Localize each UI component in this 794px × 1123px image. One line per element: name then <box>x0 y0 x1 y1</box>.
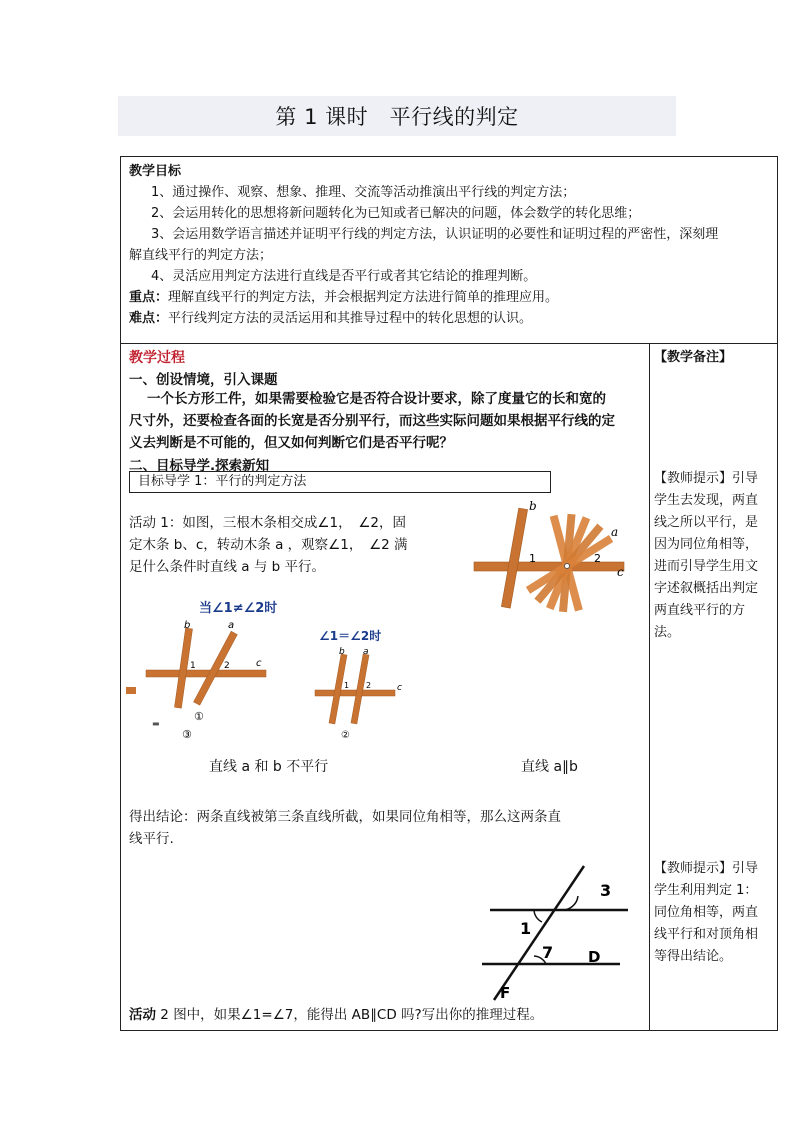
fig1-circled-1: ① <box>194 710 204 723</box>
caption-not-equal: 当∠1≠∠2时 <box>199 601 278 616</box>
goals-header: 教学目标 <box>129 164 182 179</box>
key-point <box>129 287 769 308</box>
process-header: 教学过程 <box>129 350 185 366</box>
fig2-circled-2: ② <box>341 730 350 741</box>
activity2-text: 图中，如果∠1=∠7，能得出 AB∥CD 吗?写出你的推理过程。 <box>173 1007 544 1023</box>
goal-item-3: 3、会运用数学语言描述并证明平行线的判定方法，认识证明的必要性和证明过程的严密性，深刻理 <box>151 227 719 242</box>
section2-title: 二、目标导学.探索新知 <box>129 458 270 474</box>
notes-section <box>649 343 778 1031</box>
process-section <box>120 343 650 1031</box>
geo-label-F: F <box>500 984 511 1002</box>
fig2-label-b: b <box>339 647 345 657</box>
section1-line-2: 尺寸外，还要检查各面的长宽是否分别平行，而这些实际问题如果根据平行线的定 <box>129 413 615 429</box>
geo-label-D: D <box>588 948 601 966</box>
notes-header: 【教学备注】 <box>654 350 733 365</box>
label-a: a <box>611 525 619 539</box>
goal-guide-box: 目标导学 1：平行的判定方法 <box>129 471 551 493</box>
svg-text:▬: ▬ <box>152 719 160 728</box>
page-title: 第 1 课时 平行线的判定 <box>275 105 519 129</box>
parallel-figure <box>311 644 411 744</box>
rotating-sticks-figure <box>469 499 634 614</box>
fig2-label-2: 2 <box>366 681 372 690</box>
difficulty-point <box>129 308 769 329</box>
conclusion-line-1: 得出结论：两条直线被第三条直线所截，如果同位角相等，那么这两条直 <box>129 809 561 825</box>
diff-text: 平行线判定方法的灵活运用和其推导过程中的转化思想的认识。 <box>168 311 533 326</box>
activity2 <box>129 1004 543 1026</box>
activity1-line-2: 定木条 b、c，转动木条 a ，观察∠1， ∠2 满 <box>129 537 408 553</box>
activity2-num: 2 <box>160 1007 169 1023</box>
not-parallel-figure <box>126 614 276 741</box>
label-angle-1: 1 <box>529 552 536 565</box>
activity1-line-3: 足什么条件时直线 a 与 b 平行。 <box>129 559 326 575</box>
fig1-circled-3: ③ <box>182 728 192 741</box>
key-text: 理解直线平行的判定方法，并会根据判定方法进行简单的推理应用。 <box>168 290 559 305</box>
goal-item-4: 4、灵活应用判定方法进行直线是否平行或者其它结论的推理判断。 <box>151 269 537 284</box>
geo-label-7: 7 <box>542 943 554 962</box>
label-parallel: 直线 a∥b <box>521 759 578 775</box>
stick-c <box>474 562 624 571</box>
teacher-tip-2: 【教师提示】引导 学生利用判定 1： 同位角相等，两直 线平行和对顶角相 等得出结论。 <box>654 861 759 964</box>
stick-b <box>501 508 527 608</box>
key-label: 重点： <box>129 290 169 305</box>
activity1-line-1: 活动 1：如图，三根木条相交成∠1， ∠2，固 <box>129 515 407 531</box>
fig2-label-a: a <box>363 647 369 657</box>
fig1-label-b: b <box>184 620 191 631</box>
caption-equal: ∠1＝∠2时 <box>319 629 382 643</box>
geo-label-1: 1 <box>520 919 532 938</box>
goal-item-3-cont: 解直线平行的判定方法； <box>129 248 273 263</box>
activity2-label: 活动 <box>129 1007 156 1023</box>
fig1-label-c: c <box>256 658 262 669</box>
section1-line-1: 一个长方形工件，如果需要检验它是否符合设计要求，除了度量它的长和宽的 <box>147 391 606 407</box>
label-not-parallel: 直线 a 和 b 不平行 <box>209 759 329 775</box>
goal-item-1: 1、通过操作、观察、想象、推理、交流等活动推演出平行线的判定方法； <box>151 185 576 200</box>
label-c: c <box>617 565 624 579</box>
diff-label: 难点： <box>129 311 169 326</box>
section1-line-3: 义去判断是不可能的，但又如何判断它们是否平行呢？ <box>129 435 453 451</box>
fig2-label-1: 1 <box>344 681 350 690</box>
fig1-label-a: a <box>228 620 235 631</box>
transversal-figure <box>476 854 636 1004</box>
label-b: b <box>529 499 537 513</box>
conclusion-line-2: 线平行. <box>129 831 174 847</box>
goal-item-2: 2、会运用转化的思想将新问题转化为已知或者已解决的问题，体会数学的转化思维； <box>151 206 641 221</box>
geo-label-3: 3 <box>600 881 612 900</box>
label-angle-2: 2 <box>594 552 601 565</box>
section1-title: 一、创设情境，引入课题 <box>129 372 278 388</box>
teacher-tip-1: 【教师提示】引导 学生去发现，两直 线之所以平行，是 因为同位角相等， 进而引导学生用文 字述叙概括出判定 两直线平行的方 法。 <box>654 471 759 640</box>
fig1-label-2: 2 <box>224 661 230 671</box>
title-bar <box>118 96 676 136</box>
fig2-label-c: c <box>397 683 402 693</box>
fig1-label-1: 1 <box>190 661 196 671</box>
goals-section <box>120 156 778 344</box>
